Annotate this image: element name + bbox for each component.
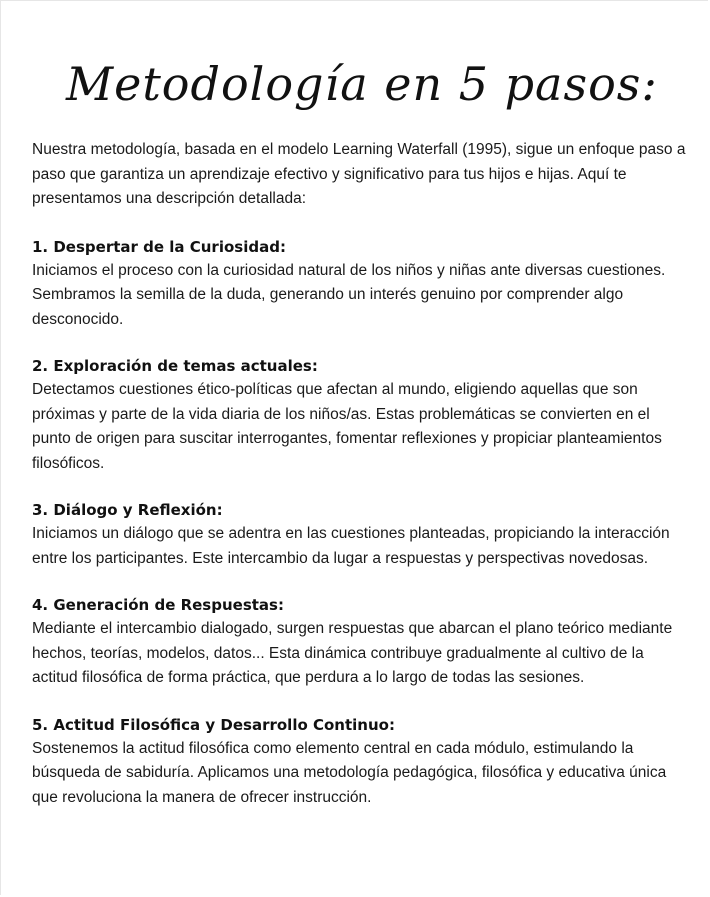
intro-paragraph: Nuestra metodología, basada en el modelo Learning Waterfall (1995), sigue un enfoque paso a paso que garantiza un aprendizaje efectivo y significativo para tus hijos e hijas. Aquí te presentamos una descripción detallada:: [32, 141, 686, 207]
step-heading: 3. Diálogo y Reflexión:: [32, 501, 223, 519]
step-body: Iniciamos un diálogo que se adentra en las cuestiones planteadas, propiciando la interacción entre los participantes. Este intercambio da lugar a respuestas y perspectivas novedosas.: [32, 525, 670, 567]
document-content: [32, 138, 688, 832]
step-heading: 5. Actitud Filosófica y Desarrollo Continuo:: [32, 715, 395, 734]
page-title: Metodología en 5 pasos:: [66, 56, 658, 111]
step-4: [32, 593, 688, 691]
step-3: [32, 498, 688, 571]
step-body: Iniciamos el proceso con la curiosidad natural de los niños y niñas ante diversas cuestiones. Sembramos la semilla de la duda, generando un interés genuino por comprender algo desconocido.: [32, 261, 666, 328]
step-2: [32, 354, 688, 476]
step-body: Mediante el intercambio dialogado, surgen respuestas que abarcan el plano teórico mediante hechos, teorías, modelos, datos... Esta dinámica contribuye gradualmente al cultivo de la actitud filosófica de forma práctica, que perdura a lo largo de todas las sesiones.: [32, 620, 673, 686]
step-heading: 1. Despertar de la Curiosidad:: [32, 237, 286, 256]
step-body: Detectamos cuestiones ético-políticas que afectan al mundo, eligiendo aquellas que son próximas y parte de la vida diaria de los niños/as. Estas problemáticas se convierten en el punto de origen para suscitar interrogantes, fomentar reflexiones y propiciar planteamientos filosóficos.: [32, 381, 662, 472]
step-5: [32, 713, 688, 811]
step-body: Sostenemos la actitud filosófica como elemento central en cada módulo, estimulando la búsqueda de sabiduría. Aplicamos una metodología pedagógica, filosófica y educativa única que revoluciona la manera de ofrecer instrucción.: [32, 739, 667, 806]
step-heading: 4. Generación de Respuestas:: [32, 596, 284, 614]
step-1: [32, 235, 688, 333]
step-heading: 2. Exploración de temas actuales:: [32, 357, 318, 375]
